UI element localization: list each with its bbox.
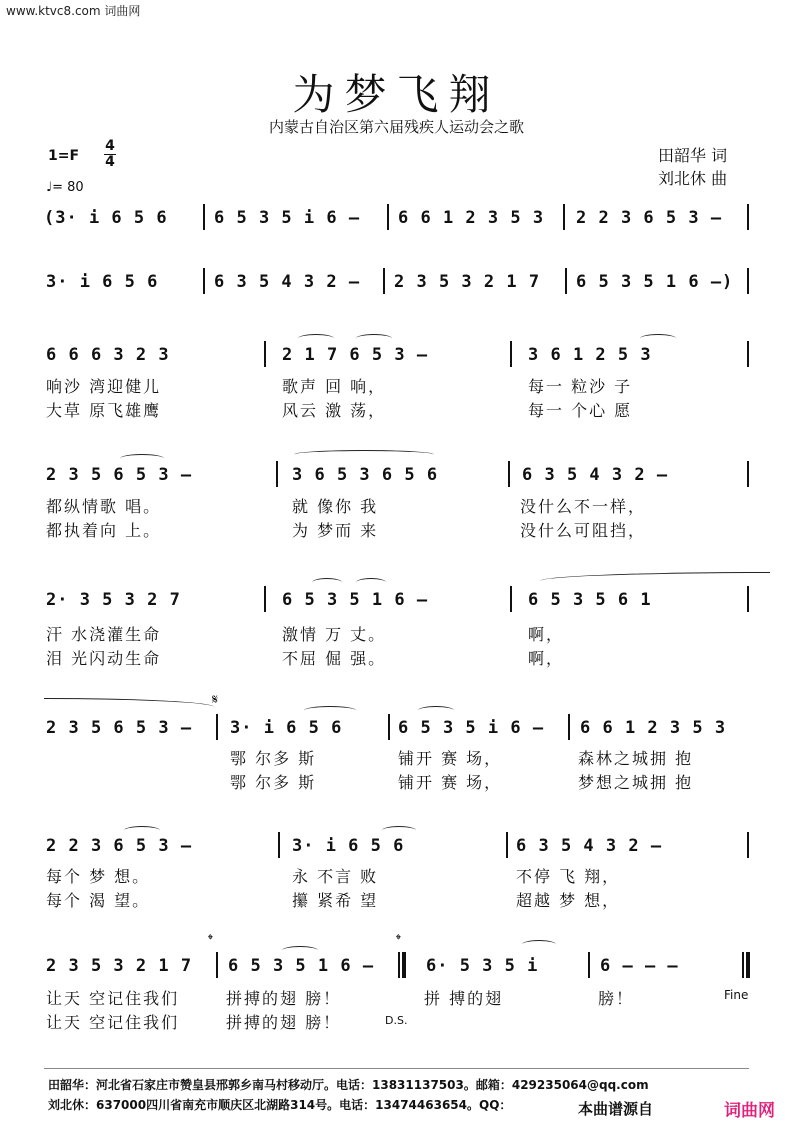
measure: 6 5 3 5 i 6 – (398, 718, 545, 738)
measure: (3· i 6 5 6 (44, 208, 168, 228)
slur (282, 946, 318, 955)
lyric-verse-1: 让天 空记住我们 (46, 989, 180, 1008)
barline (278, 832, 280, 858)
time-top: 4 (105, 138, 115, 154)
barline (747, 461, 749, 487)
lyric-verse-1: 歌声 回 响， (282, 377, 387, 396)
lyric-verse-1: 没什么不一样， (520, 497, 647, 516)
slur (304, 706, 356, 715)
lyric-verse-2: 让天 空记住我们 (46, 1013, 180, 1032)
lyric-verse-2: 梦想之城拥 抱 (578, 773, 694, 792)
barline (216, 952, 218, 978)
song-subtitle: 内蒙古自治区第六届残疾人运动会之歌 (268, 118, 524, 136)
slur (356, 334, 392, 343)
measure: 2 3 5 3 2 1 7 (394, 272, 541, 292)
lyric-verse-1: 永 不言 败 (292, 867, 379, 886)
slur (312, 578, 342, 587)
lyric-verse-2: 拼搏的翅 膀！ (226, 1013, 342, 1032)
lyric-verse-2: 没什么可阻挡， (520, 521, 647, 540)
lyric-verse-2: 每个 渴 望。 (46, 891, 151, 910)
slur (418, 706, 454, 715)
barline (747, 341, 749, 367)
measure: 2· 3 5 3 2 7 (46, 590, 181, 610)
barline (264, 586, 266, 612)
barline (510, 586, 512, 612)
measure: 2 3 5 6 5 3 – (46, 465, 193, 485)
barline (565, 268, 567, 294)
barline (203, 268, 205, 294)
lyric-verse-2: 每一 个心 愿 (528, 401, 633, 420)
lyricist-credit: 田韶华 词 (658, 146, 728, 165)
lyric-verse-1: 拼 搏的翅 (424, 989, 504, 1008)
barline (510, 341, 512, 367)
final-barline (746, 952, 750, 978)
ds-marking: D.S. (385, 1014, 408, 1027)
barline (563, 204, 565, 230)
footer-divider (44, 1068, 749, 1069)
lyric-verse-2: 大草 原飞雄鹰 (46, 401, 162, 420)
barline (383, 268, 385, 294)
measure: 2 3 5 3 2 1 7 (46, 956, 193, 976)
tempo-marking (46, 180, 84, 195)
slur (540, 572, 770, 581)
measure: 6 3 5 4 3 2 – (214, 272, 361, 292)
fine-marking: Fine (724, 988, 749, 1002)
time-bottom: 4 (105, 154, 115, 170)
measure: 2 2 3 6 5 3 – (46, 836, 193, 856)
lyric-verse-1: 激情 万 丈。 (282, 625, 387, 644)
barline (747, 832, 749, 858)
lyric-verse-2: 超越 梦 想， (516, 891, 621, 910)
measure: 6· 5 3 5 i (426, 956, 539, 976)
lyric-verse-2: 泪 光闪动生命 (46, 649, 162, 668)
measure: 6 6 1 2 3 5 3 (580, 718, 727, 738)
measure: 3· i 6 5 6 (292, 836, 405, 856)
barline (388, 714, 390, 740)
coda-icon: 𝄌 (208, 932, 213, 948)
measure: 6 5 3 5 1 6 – (228, 956, 375, 976)
quarter-note-icon: ♩ (46, 180, 53, 195)
measure: 6 5 3 5 6 1 (528, 590, 652, 610)
watermark: www.ktvc8.com 词曲网 (6, 4, 141, 18)
barline (216, 714, 218, 740)
measure: 6 5 3 5 i 6 – (214, 208, 361, 228)
lyric-verse-1: 每个 梦 想。 (46, 867, 151, 886)
slur (382, 826, 416, 835)
final-barline (742, 952, 744, 978)
barline (264, 341, 266, 367)
song-title: 为梦飞翔 (292, 70, 501, 119)
key-signature: 1=F (48, 148, 80, 164)
slur (356, 578, 386, 587)
repeat-barline (398, 952, 400, 978)
lyric-verse-1: 森林之城拥 抱 (578, 749, 694, 768)
barline (747, 586, 749, 612)
measure: 3· i 6 5 6 (230, 718, 343, 738)
measure: 6 3 5 4 3 2 – (516, 836, 663, 856)
measure: 2 2 3 6 5 3 – (576, 208, 723, 228)
lyric-verse-2: 都执着向 上。 (46, 521, 162, 540)
barline (387, 204, 389, 230)
lyric-verse-1: 啊， (528, 625, 565, 644)
coda-icon: 𝄌 (396, 932, 401, 948)
slur (44, 698, 214, 707)
measure: 6 6 6 3 2 3 (46, 345, 170, 365)
lyric-verse-2: 啊， (528, 649, 565, 668)
barline (203, 204, 205, 230)
barline (747, 204, 749, 230)
slur (522, 940, 556, 949)
measure: 6 6 1 2 3 5 3 (398, 208, 545, 228)
barline (588, 952, 590, 978)
lyric-verse-2: 鄂 尔多 斯 (230, 773, 317, 792)
lyric-verse-1: 鄂 尔多 斯 (230, 749, 317, 768)
measure: 3 6 5 3 6 5 6 (292, 465, 439, 485)
slur (124, 826, 160, 835)
measure: 2 3 5 6 5 3 – (46, 718, 193, 738)
lyric-verse-2: 不屈 倔 强。 (282, 649, 387, 668)
tempo-value: = 80 (52, 180, 84, 195)
segno-icon: 𝄋 (212, 692, 219, 708)
site-logo[interactable]: 词曲网 (724, 1101, 775, 1121)
slur (298, 334, 334, 343)
measure: 6 5 3 5 1 6 – (282, 590, 429, 610)
barline (747, 268, 749, 294)
lyric-verse-1: 就 像你 我 (292, 497, 379, 516)
measure: 3· i 6 5 6 (46, 272, 159, 292)
lyric-verse-1: 膀！ (598, 989, 635, 1008)
slur (640, 334, 676, 343)
lyric-verse-2: 铺开 赛 场， (398, 773, 503, 792)
measure: 6 5 3 5 1 6 –) (576, 272, 734, 292)
barline (568, 714, 570, 740)
lyric-verse-1: 每一 粒沙 子 (528, 377, 633, 396)
lyricist-contact: 田韶华：河北省石家庄市赞皇县邢郭乡南马村移动厅。电话：13831137503。邮箱：429235064@qq.com (48, 1078, 649, 1092)
measure: 3 6 1 2 5 3 (528, 345, 652, 365)
composer-credit: 刘北休 曲 (658, 169, 728, 188)
measure: 2 1 7 6 5 3 – (282, 345, 429, 365)
lyric-verse-1: 不停 飞 翔， (516, 867, 621, 886)
barline (506, 832, 508, 858)
lyric-verse-1: 拼搏的翅 膀！ (226, 989, 342, 1008)
composer-contact: 刘北休：637000四川省南充市顺庆区北湖路314号。电话：13474463654。QQ： (48, 1098, 512, 1112)
lyric-verse-2: 为 梦而 来 (292, 521, 379, 540)
measure: 6 – – – (600, 956, 679, 976)
time-signature (104, 139, 116, 170)
barline (276, 461, 278, 487)
lyric-verse-1: 汗 水浇灌生命 (46, 625, 162, 644)
repeat-barline (402, 952, 406, 978)
lyric-verse-1: 铺开 赛 场， (398, 749, 503, 768)
lyric-verse-2: 风云 激 荡， (282, 401, 387, 420)
measure: 6 3 5 4 3 2 – (522, 465, 669, 485)
barline (508, 461, 510, 487)
lyric-verse-2: 攥 紧希 望 (292, 891, 379, 910)
source-badge: 本曲谱源自 (578, 1100, 654, 1118)
lyric-verse-1: 都纵情歌 唱。 (46, 497, 162, 516)
slur (120, 454, 164, 463)
slur (294, 450, 434, 459)
lyric-verse-1: 响沙 湾迎健儿 (46, 377, 162, 396)
